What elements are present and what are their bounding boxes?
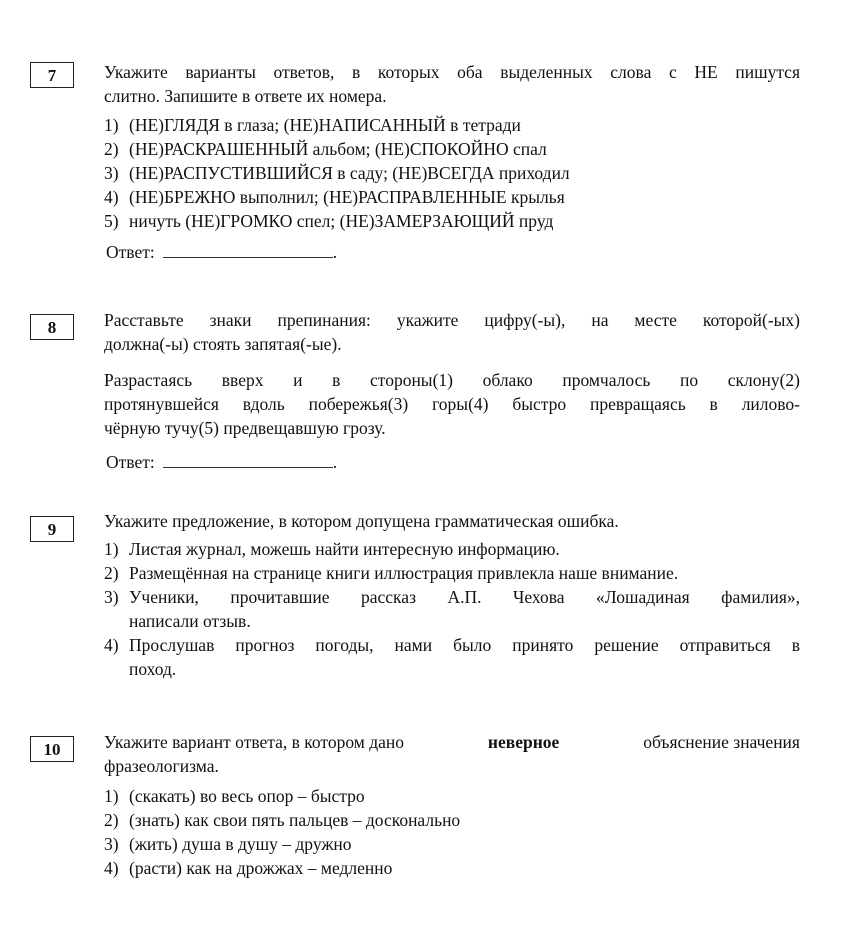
answer-label: Ответ: <box>106 242 155 262</box>
task-number-9: 9 <box>30 516 74 542</box>
task-number-8: 8 <box>30 314 74 340</box>
option-text: Ученики, прочитавшие рассказ А.П. Чехова «Лошадиная фамилия», <box>129 587 800 607</box>
answer-line: Ответ: . <box>106 452 338 472</box>
option-text: Прослушав прогноз погоды, нами было принято решение отправиться в <box>129 635 800 655</box>
option-text: (расти) как на дрожжах – медленно <box>129 858 393 878</box>
task-number-7: 7 <box>30 62 74 88</box>
option-number: 5) <box>104 211 119 231</box>
option-text: (знать) как свои пять пальцев – досконально <box>129 810 461 830</box>
option-item <box>104 561 800 585</box>
option-item <box>104 633 800 657</box>
option-text: Листая журнал, можешь найти интересную информацию. <box>129 539 560 559</box>
option-number: 2) <box>104 139 119 159</box>
task-prompt <box>104 730 800 754</box>
option-text: ничуть (НЕ)ГРОМКО спел; (НЕ)ЗАМЕРЗАЮЩИЙ пруд <box>129 211 554 231</box>
option-text: (скакать) во весь опор – быстро <box>129 786 365 806</box>
option-item <box>104 113 800 137</box>
task-prompt: Укажите варианты ответов, в которых оба выделенных слова с НЕ пишутся <box>104 62 800 82</box>
option-text: (НЕ)РАСКРАШЕННЫЙ альбом; (НЕ)СПОКОЙНО спал <box>129 139 547 159</box>
option-text: (НЕ)БРЕЖНО выполнил; (НЕ)РАСПРАВЛЕННЫЕ крылья <box>129 187 565 207</box>
option-text: (жить) душа в душу – дружно <box>129 834 352 854</box>
option-item <box>104 209 800 233</box>
task-prompt: слитно. Запишите в ответе их номера. <box>104 86 387 106</box>
option-item <box>104 185 800 209</box>
task-sentence: Разрастаясь вверх и в стороны(1) облако промчалось по склону(2) <box>104 370 800 390</box>
option-item <box>104 784 800 808</box>
task-10 <box>104 730 800 880</box>
option-item <box>104 856 800 880</box>
task-prompt: Расставьте знаки препинания: укажите цифру(-ы), на месте которой(-ых) <box>104 310 800 330</box>
option-number: 3) <box>104 587 119 607</box>
option-item <box>104 161 800 185</box>
task-prompt: Укажите предложение, в котором допущена грамматическая ошибка. <box>104 511 619 531</box>
option-number: 4) <box>104 187 119 207</box>
option-number: 4) <box>104 635 119 655</box>
answer-label: Ответ: <box>106 452 155 472</box>
task-8 <box>104 308 800 474</box>
task-sentence: чёрную тучу(5) предвещавшую грозу. <box>104 418 386 438</box>
answer-line: Ответ: . <box>106 242 338 262</box>
task-number-10: 10 <box>30 736 74 762</box>
option-item <box>104 585 800 609</box>
option-item <box>104 137 800 161</box>
option-number: 3) <box>104 834 119 854</box>
task-sentence: протянувшейся вдоль побережья(3) горы(4) быстро превращаясь в лилово- <box>104 394 800 414</box>
task-prompt: фразеологизма. <box>104 756 219 776</box>
prompt-text: объяснение значения <box>643 732 800 752</box>
prompt-text: Укажите вариант ответа, в котором дано <box>104 732 404 752</box>
option-text-continued: написали отзыв. <box>129 611 251 631</box>
option-number: 3) <box>104 163 119 183</box>
option-text: Размещённая на странице книги иллюстрация привлекла наше внимание. <box>129 563 679 583</box>
prompt-emphasis: неверное <box>487 732 560 752</box>
option-number: 4) <box>104 858 119 878</box>
task-9 <box>104 509 800 681</box>
option-number: 1) <box>104 115 119 135</box>
option-item <box>104 537 800 561</box>
answer-blank[interactable] <box>163 453 333 468</box>
option-number: 2) <box>104 563 119 583</box>
option-text: (НЕ)ГЛЯДЯ в глаза; (НЕ)НАПИСАННЫЙ в тетради <box>129 115 521 135</box>
option-number: 2) <box>104 810 119 830</box>
task-7 <box>104 60 800 264</box>
option-text-continued: поход. <box>129 659 177 679</box>
option-number: 1) <box>104 539 119 559</box>
task-prompt: должна(-ы) стоять запятая(-ые). <box>104 334 342 354</box>
option-text: (НЕ)РАСПУСТИВШИЙСЯ в саду; (НЕ)ВСЕГДА приходил <box>129 163 570 183</box>
answer-blank[interactable] <box>163 243 333 258</box>
option-item <box>104 808 800 832</box>
option-number: 1) <box>104 786 119 806</box>
option-item <box>104 832 800 856</box>
